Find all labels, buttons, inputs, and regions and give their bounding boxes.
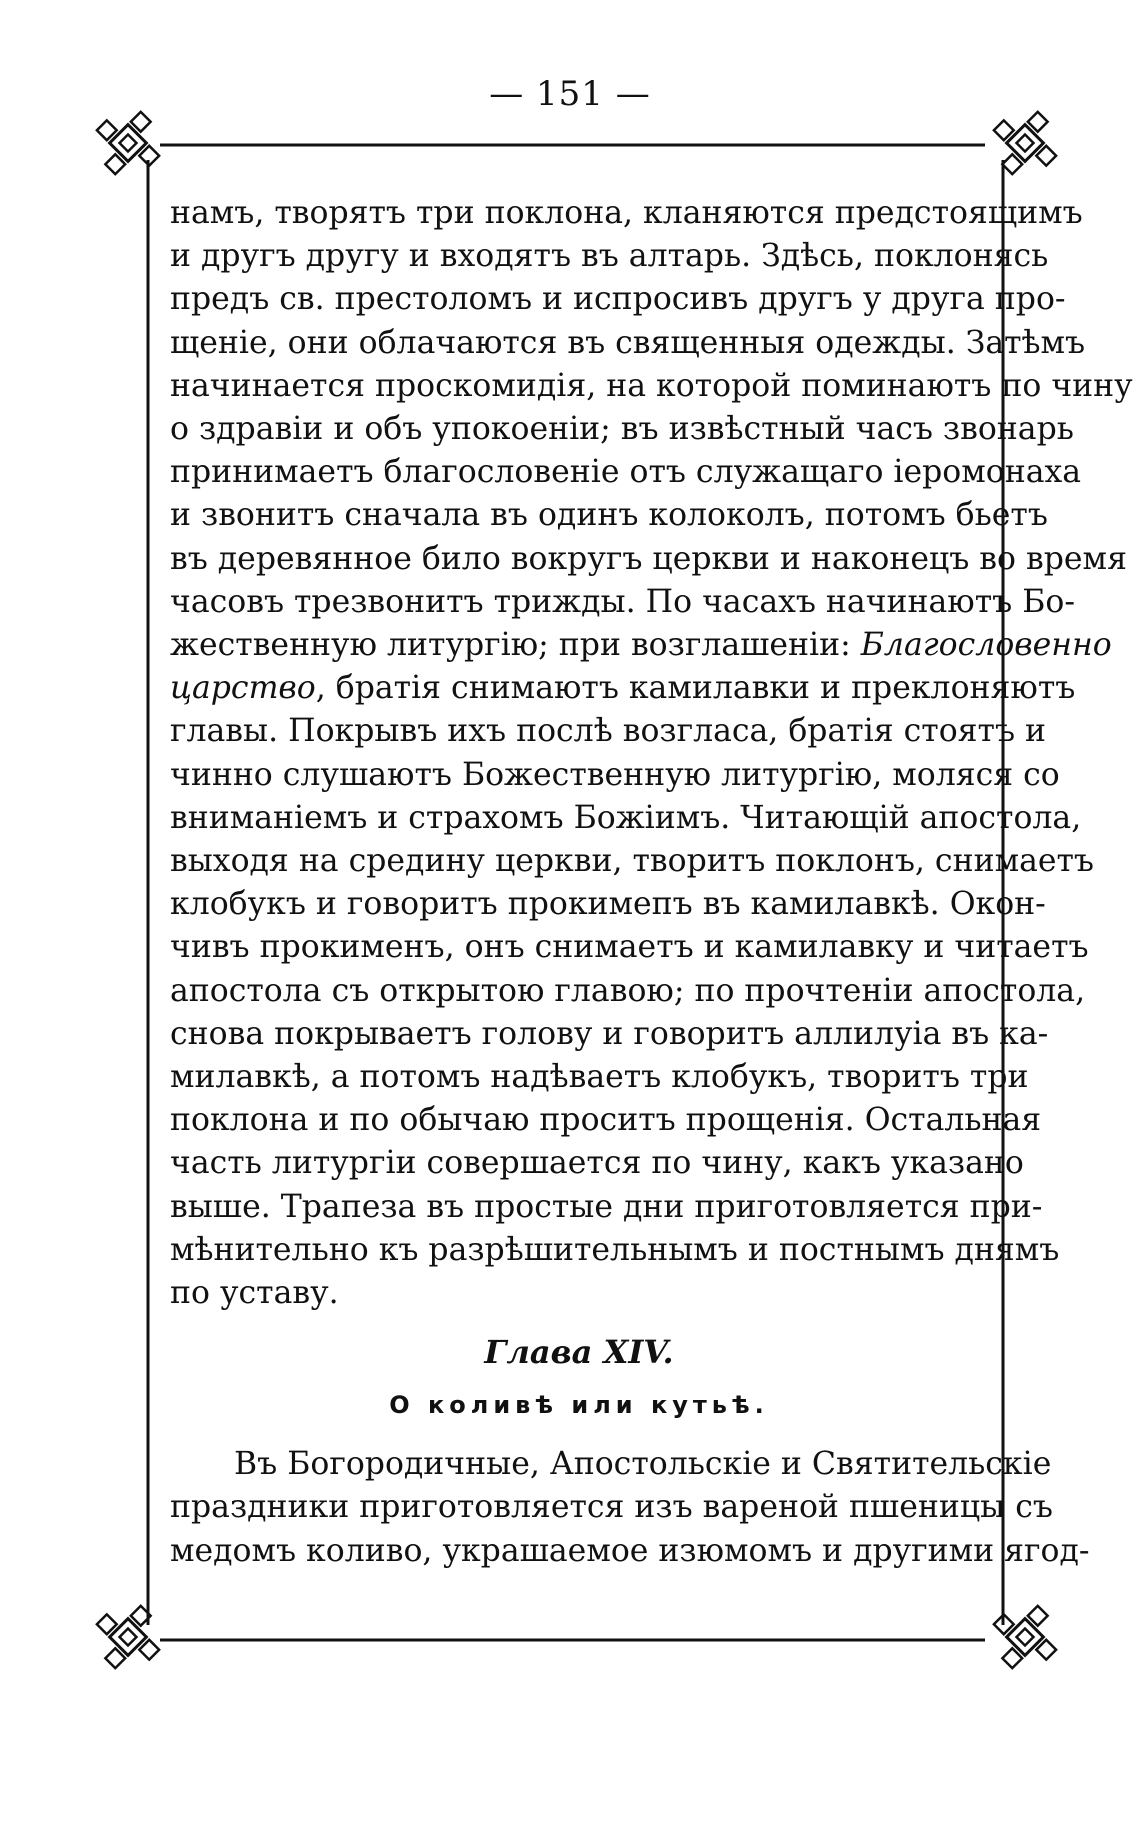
ornament-top-left	[97, 112, 159, 174]
text-line: главы. Покрывъ ихъ послѣ возгласа, братія стоятъ и	[170, 713, 1047, 750]
paragraph-liturgy	[170, 192, 1133, 1315]
text-line: въ деревянное било вокругъ церкви и наконецъ во время	[170, 540, 1127, 577]
text-line: вниманіемъ и страхомъ Божіимъ. Читающій апостола,	[170, 799, 1082, 836]
text-line: щеніе, они облачаются въ священныя одежды. Затѣмъ	[170, 324, 1086, 361]
text-line: намъ, творятъ три поклона, кланяются предстоящимъ	[170, 195, 1083, 231]
text-line: часовъ трезвонитъ трижды. По часахъ начинаютъ Бо-	[170, 583, 1075, 620]
text-line: выходя на средину церкви, творитъ поклонъ, снимаетъ	[170, 843, 1094, 880]
text-line: предъ св. престоломъ и испросивъ другъ у друга про-	[170, 281, 1066, 318]
text-fragment: , братія снимаютъ камилавки и преклоняютъ	[315, 670, 1076, 707]
text-line: мѣнительно къ разрѣшительнымъ и постнымъ днямъ	[170, 1231, 1060, 1268]
text-line: апостола съ открытою главою; по прочтеніи апостола,	[170, 972, 1086, 1009]
ornament-bottom-right	[994, 1606, 1056, 1668]
text-line: часть литургіи совершается по чину, какъ указано	[170, 1145, 1024, 1182]
text-line: принимаетъ благословеніе отъ служащаго іеромонаха	[170, 454, 1082, 491]
chapter-subtitle: О коливѣ или кутьѣ.	[389, 1391, 769, 1420]
text-line: чинно слушаютъ Божественную литургію, моляся со	[170, 756, 1060, 793]
text-line: снова покрываетъ голову и говоритъ аллилуіа въ ка-	[170, 1015, 1049, 1052]
text-line	[170, 667, 1076, 710]
italic-quote: царство	[170, 670, 316, 707]
page-number: — 151 —	[489, 74, 651, 114]
text-line: начинается проскомидія, на которой поминаютъ по чину	[170, 367, 1133, 404]
text-line: медомъ коливо, украшаемое изюмомъ и другими ягод-	[170, 1532, 1090, 1569]
text-line: Въ Богородичные, Апостольскіе и Святительскіе	[234, 1446, 1052, 1483]
text-line: о здравіи и объ упокоеніи; въ извѣстный часъ звонарь	[170, 411, 1074, 448]
text-line: поклона и по обычаю проситъ прощенія. Остальная	[170, 1102, 1042, 1139]
text-body	[170, 192, 1133, 1573]
ornament-top-right	[994, 112, 1056, 174]
text-line: и звонитъ сначала въ одинъ колоколъ, потомъ бьетъ	[170, 497, 1048, 534]
ornament-bottom-left	[97, 1606, 159, 1668]
text-line: по уставу.	[170, 1275, 339, 1312]
italic-quote: Благословенно	[860, 627, 1112, 664]
text-line: милавкѣ, а потомъ надѣваетъ клобукъ, творитъ три	[170, 1059, 1029, 1096]
text-line: праздники приготовляется изъ вареной пшеницы съ	[170, 1489, 1053, 1526]
text-line: чивъ прокименъ, онъ снимаетъ и камилавку и читаетъ	[170, 929, 1089, 966]
text-line	[170, 624, 1112, 667]
text-line: и другъ другу и входятъ въ алтарь. Здѣсь, поклонясь	[170, 238, 1049, 275]
text-fragment: жественную литургію; при возглашеніи:	[170, 627, 861, 664]
paragraph-kolivo	[170, 1443, 1090, 1573]
text-line: выше. Трапеза въ простые дни приготовляется при-	[170, 1188, 1043, 1225]
text-line: клобукъ и говоритъ прокимепъ въ камилавкѣ. Окон-	[170, 886, 1046, 923]
chapter-heading: Глава XIV.	[484, 1333, 674, 1372]
